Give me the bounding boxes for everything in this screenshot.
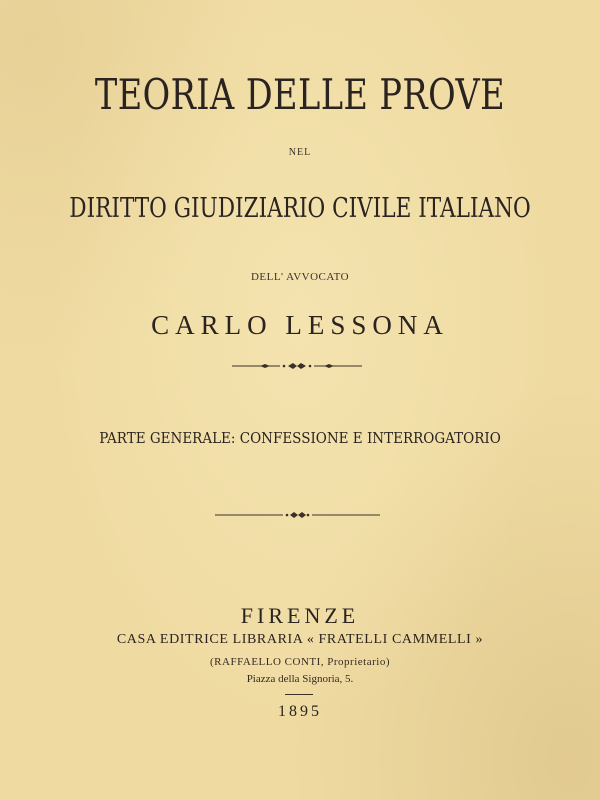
ornament-divider-top [232,360,362,372]
imprint-publisher: CASA EDITRICE LIBRARIA « FRATELLI CAMMELLI » [116,632,484,647]
imprint-year: 1895 [278,703,322,720]
title-connector: NEL [288,147,312,158]
part-heading: PARTE GENERALE: CONFESSIONE E INTERROGATORIO [99,429,501,447]
author-name: CARLO LESSONA [151,310,449,340]
book-subtitle: DIRITTO GIUDIZIARIO CIVILE ITALIANO [69,193,531,224]
imprint-owner: (RAFFAELLO CONTI, Proprietario) [210,656,390,668]
imprint-city: FIRENZE [240,603,360,628]
author-prefix: DELL' AVVOCATO [250,271,350,283]
book-title: TEORIA DELLE PROVE [94,70,506,119]
imprint-address: Piazza della Signoria, 5. [246,673,354,685]
ornament-divider-middle [215,509,380,521]
imprint-rule [285,694,313,695]
